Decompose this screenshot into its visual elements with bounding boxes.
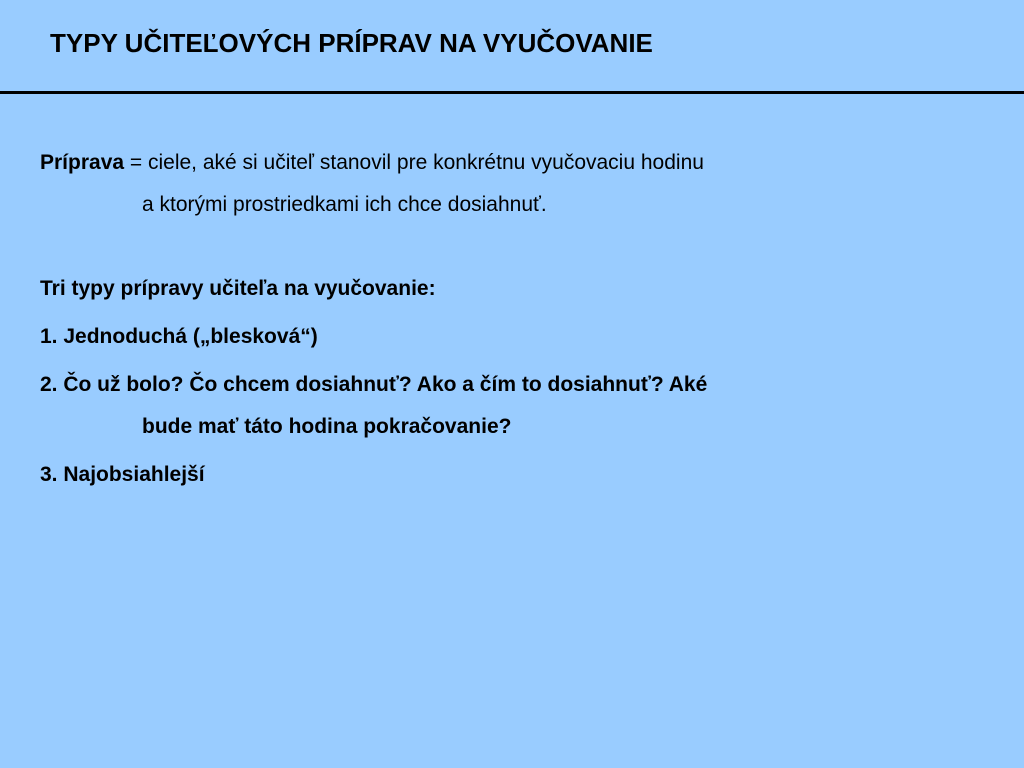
slide-body bbox=[40, 147, 1000, 491]
type-item-3: 3. Najobsiahlejší bbox=[40, 463, 205, 486]
type-item-1: 1. Jednoduchá („blesková“) bbox=[40, 325, 318, 348]
definition-line-2: a ktorými prostriedkami ich chce dosiahnuť. bbox=[142, 193, 547, 216]
slide-title: TYPY UČITEĽOVÝCH PRÍPRAV NA VYUČOVANIE bbox=[50, 28, 653, 58]
types-heading: Tri typy prípravy učiteľa na vyučovanie: bbox=[40, 277, 436, 300]
definition-line-1 bbox=[40, 147, 1000, 179]
definition-text: = ciele, aké si učiteľ stanovil pre konkrétnu vyučovaciu hodinu bbox=[124, 151, 704, 174]
type-item-2: 2. Čo už bolo? Čo chcem dosiahnuť? Ako a čím to dosiahnuť? Aké bbox=[40, 373, 708, 396]
type-item-2-continuation: bude mať táto hodina pokračovanie? bbox=[142, 415, 512, 438]
title-divider bbox=[0, 91, 1024, 94]
definition-term: Príprava bbox=[40, 151, 125, 174]
definition-block bbox=[40, 147, 1000, 221]
